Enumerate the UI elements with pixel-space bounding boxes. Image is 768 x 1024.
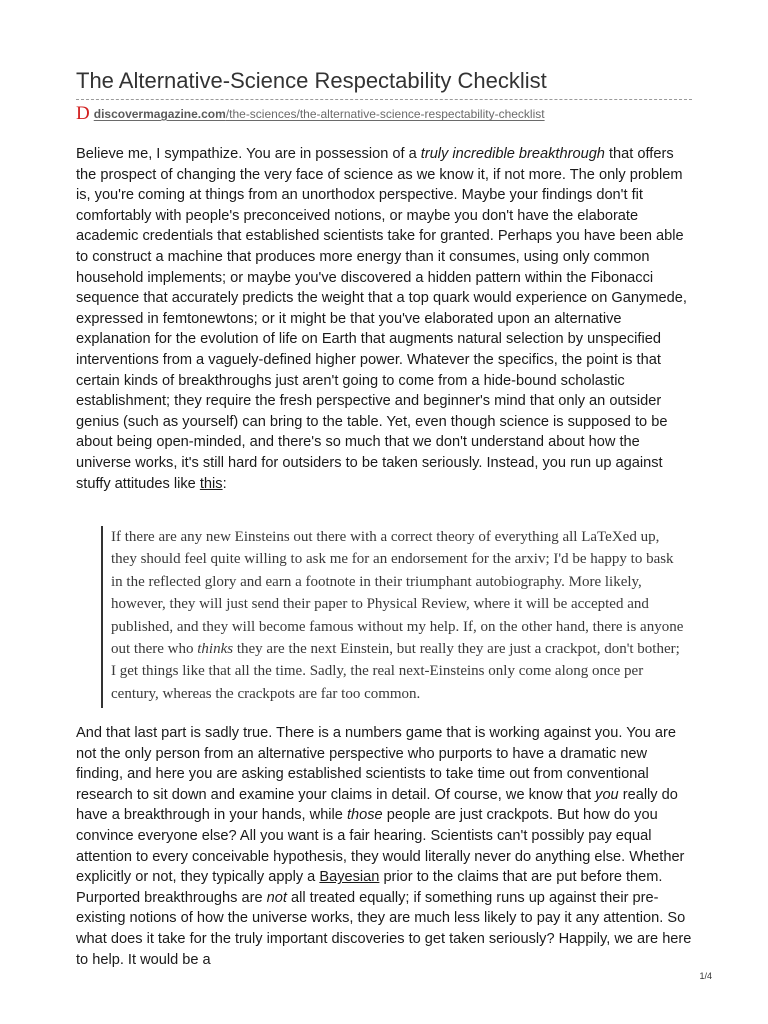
- source-url-link[interactable]: [94, 107, 545, 121]
- bayesian-link[interactable]: Bayesian: [319, 869, 380, 886]
- paragraph-1: Believe me, I sympathize. You are in possession of a truly incredible breakthrough that offers the prospect of changing the very face of science as we know it, if not more. The only problem is, you're coming at things from an unorthodox perspective. Maybe your findings don't fit comfortably with people's preconceived notions, or maybe you don't have the elaborate academic credentials that established scientists take for granted. Perhaps you have been able to construct a machine that produces more energy than it consumes, using only common household implements; or maybe you've discovered a hidden pattern within the Fibonacci sequence that accurately predicts the weight that a top quark would experience on Ganymede, expressed in femtonewtons; or it might be that you've elaborated upon an alternative explanation for the evolution of life on Earth that augments natural selection by unspecified interventions from a vaguely-defined higher power. Whatever the specifics, the point is that certain kinds of breakthroughs just aren't going to come from a hide-bound scholastic establishment; they require the fresh perspective and beginner's mind that only an outsider genius (such as yourself) can bring to the table. Yet, even though science is supposed to be about being open-minded, and there's so much that we don't understand about how the universe works, it's still hard for outsiders to be taken seriously. Instead, you run up against stuffy attitudes like this:: [76, 146, 687, 492]
- this-link[interactable]: this: [199, 475, 223, 492]
- source-line: [76, 104, 545, 124]
- blockquote: If there are any new Einsteins out there with a correct theory of everything all LaTeXed up, they should feel quite willing to ask me for an endorsement for the arxiv; I'd be happy to bask in the reflected glory and earn a footnote in their triumphant autobiography. More likely, however, they will just send their paper to Physical Review, where it will be accepted and published, and they will become famous without my help. If, on the other hand, there is anyone out there who thinks they are the next Einstein, but really they are just a crackpot, don't bother; I get things like that all the time. Sadly, the real next-Einsteins only come along once per century, whereas the crackpots are far too common.: [101, 526, 685, 708]
- discover-logo-icon: D: [76, 103, 90, 124]
- source-path: /the-sciences/the-alternative-science-respectability-checklist: [225, 107, 545, 121]
- page-number: 1/4: [699, 971, 712, 981]
- title-divider: [76, 99, 692, 100]
- article-title: The Alternative-Science Respectability Checklist: [76, 68, 547, 93]
- source-domain: discovermagazine.com: [93, 107, 226, 121]
- paragraph-2: And that last part is sadly true. There is a numbers game that is working against you. You are not the only person from an alternative perspective who purports to have a dramatic new finding, and here you are asking established scientists to take time out from conventional research to sit down and examine your claims in detail. Of course, we know that you really do have a breakthrough in your hands, while those people are just crackpots. But how do you convince everyone else? All you want is a fair hearing. Scientists can't possibly pay equal attention to every conceivable hypothesis, they would literally never do anything else. Whether explicitly or not, they typically apply a Bayesian prior to the claims that are put before them. Purported breakthroughs are not all treated equally; if something runs up against their pre-existing notions of how the universe works, they are much less likely to pay it any attention. So what does it take for the truly important discoveries to get taken seriously? Happily, we are here to help. It would be a: [76, 725, 692, 968]
